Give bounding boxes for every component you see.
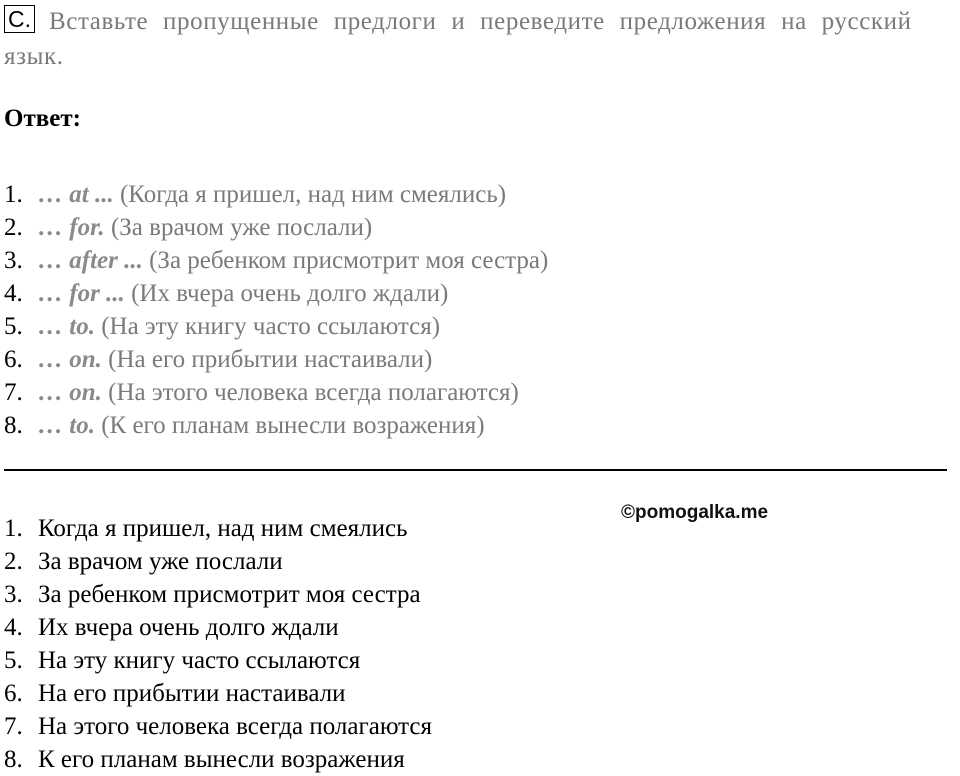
answer-heading: Ответ:	[4, 105, 81, 132]
translation-text: Когда я пришел, над ним смеялись	[38, 515, 408, 542]
item-number: 1.	[4, 181, 23, 208]
item-number: 1.	[4, 515, 23, 542]
preposition: … on.	[38, 379, 102, 406]
translation-text: На его прибытии настаивали	[38, 680, 346, 707]
translation-text: На эту книгу часто ссылаются	[38, 647, 361, 674]
list-item	[4, 376, 548, 409]
list-item	[4, 178, 548, 211]
preposition: … for.	[38, 214, 105, 241]
preposition: … after ...	[38, 247, 143, 274]
list-item	[4, 244, 548, 277]
item-number: 4.	[4, 280, 23, 307]
translation: (К его планам вынесли возражения)	[94, 412, 485, 439]
translation: (На этого человека всегда полагаются)	[101, 379, 519, 406]
watermark: ©pomogalka.me	[621, 502, 769, 523]
translation: (Их вчера очень долго ждали)	[124, 280, 449, 307]
task-instruction	[4, 4, 956, 74]
preposition: … to.	[38, 412, 95, 439]
divider-line	[4, 469, 947, 471]
task-text: Вставьте пропущенные предлоги и переведите предложения на русский язык.	[4, 8, 912, 70]
list-item	[4, 644, 432, 677]
preposition: … to.	[38, 313, 95, 340]
item-number: 2.	[4, 548, 23, 575]
translation-text: За ребенком присмотрит моя сестра	[38, 581, 421, 608]
translation-text: За врачом уже послали	[38, 548, 283, 575]
translation: (Когда я пришел, над ним смеялись)	[113, 181, 507, 208]
item-number: 8.	[4, 746, 23, 773]
item-number: 3.	[4, 581, 23, 608]
translation: (На эту книгу часто ссылаются)	[94, 313, 441, 340]
item-number: 6.	[4, 346, 23, 373]
list-item	[4, 409, 548, 442]
list-item	[4, 677, 432, 710]
item-number: 2.	[4, 214, 23, 241]
item-number: 4.	[4, 614, 23, 641]
translation-text: К его планам вынесли возражения	[38, 746, 405, 773]
list-item	[4, 710, 432, 743]
preposition: … at ...	[38, 181, 114, 208]
list-item	[4, 211, 548, 244]
list-item	[4, 545, 432, 578]
preposition: … for ...	[38, 280, 125, 307]
answer-list	[4, 178, 548, 442]
translation: (За ребенком присмотрит моя сестра)	[142, 247, 549, 274]
translation-text: Их вчера очень долго ждали	[38, 614, 339, 641]
translation-text: На этого человека всегда полагаются	[38, 713, 432, 740]
item-number: 6.	[4, 680, 23, 707]
list-item	[4, 310, 548, 343]
translation: (На его прибытии настаивали)	[101, 346, 433, 373]
list-item	[4, 611, 432, 644]
list-item	[4, 343, 548, 376]
item-number: 7.	[4, 713, 23, 740]
task-letter-box: С.	[4, 5, 35, 33]
item-number: 3.	[4, 247, 23, 274]
list-item	[4, 277, 548, 310]
item-number: 8.	[4, 412, 23, 439]
translation: (За врачом уже послали)	[104, 214, 373, 241]
item-number: 7.	[4, 379, 23, 406]
item-number: 5.	[4, 313, 23, 340]
translation-list	[4, 512, 432, 776]
list-item	[4, 512, 432, 545]
preposition: … on.	[38, 346, 102, 373]
list-item	[4, 578, 432, 611]
item-number: 5.	[4, 647, 23, 674]
list-item	[4, 743, 432, 776]
